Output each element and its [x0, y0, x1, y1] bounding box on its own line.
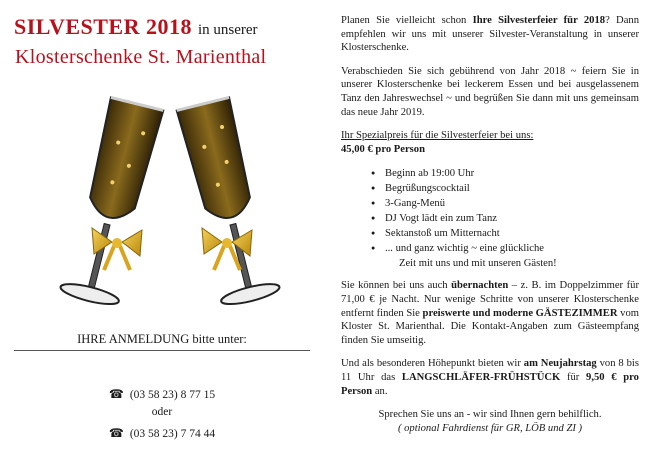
feature-list: [371, 166, 639, 271]
registration-title: IHRE ANMELDUNG bitte unter:: [77, 332, 247, 346]
overnight-emphasis: übernachten: [451, 280, 509, 292]
price: 45,00 € pro Person: [341, 143, 425, 155]
overnight-text-3: vom Kloster St. Marienthal. Die Kontakt-Angaben zum Gästeempfang finden Sie umseitig.: [341, 307, 639, 346]
intro-paragraph: [341, 14, 639, 55]
list-item: ● 3-Gang-Menü: [371, 196, 639, 211]
phone-number-2: (03 58 23) 7 74 44: [129, 428, 216, 440]
phone-line-1: [14, 387, 310, 402]
list-item-continuation: Zeit mit uns und mit unseren Gästen!: [399, 258, 557, 270]
champagne-glasses-illustration: [40, 92, 300, 332]
list-item: ● Begrüßungscocktail: [371, 181, 639, 196]
venue-title: Klosterschenke St. Marienthal: [15, 46, 267, 68]
list-item: ● DJ Vogt lädt ein zum Tanz: [371, 211, 639, 226]
newyear-text-3: für: [560, 371, 587, 383]
list-item: ● Sektanstoß um Mitternacht: [371, 226, 639, 241]
phone-line-2: [14, 426, 310, 441]
list-item: [371, 241, 639, 271]
newyear-text: Und als besonderen Höhepunkt bieten wir: [341, 358, 524, 370]
right-glass: [174, 97, 281, 308]
right-column: [341, 14, 639, 435]
rooms-emphasis: preiswerte und moderne GÄSTEZIMMER: [422, 307, 618, 319]
special-heading: Ihr Spezialpreis für die Silvesterfeier bei uns:: [341, 130, 534, 142]
breakfast-price: 9,50 € pro Person: [341, 371, 639, 397]
page-title: [14, 14, 258, 40]
title-suffix: in unserer: [197, 22, 258, 38]
overnight-text-2: – z. B. im Doppelzimmer für 71,00 € je Nacht. Nur wenige Schritte von unserer Klosterschenke entfernt finden Sie: [341, 280, 639, 319]
farewell-paragraph: Verabschieden Sie sich gebührend von Jahr 2018 ~ feiern Sie in unserer Klosterschenke bei leckerem Essen und bei ausgelassenem Tanz den Jahreswechsel ~ und begrüßen Sie dann mit uns gemeinsam das neue Jahr 2019.: [341, 65, 639, 118]
newyear-day: am Neujahrstag: [523, 358, 597, 370]
breakfast-name: LANGSCHLÄFER-FRÜHSTÜCK: [401, 371, 561, 383]
newyear-text-4: an.: [372, 385, 388, 397]
divider: [14, 350, 310, 351]
list-item-text: ... und ganz wichtig ~ eine glückliche: [385, 243, 544, 255]
intro-text-2: ? Dann empfehlen wir uns mit unserer Silvester-Veranstaltung in unserer Klosterschenke.: [341, 15, 639, 54]
overnight-text: Sie können bei uns auch: [341, 280, 452, 292]
special-offer: [341, 129, 639, 271]
closing-note: ( optional Fahrdienst für GR, LÖB und ZI ): [397, 422, 583, 434]
list-item: ● Beginn ab 19:00 Uhr: [371, 166, 639, 181]
closing-line: Sprechen Sie uns an - wir sind Ihnen gern behilflich.: [378, 409, 602, 421]
telephone-icon: ☎: [108, 387, 124, 401]
intro-text: Planen Sie vielleicht schon: [341, 15, 473, 26]
newyear-text-2: von 8 bis 11 Uhr das: [341, 358, 639, 383]
newyear-paragraph: [341, 357, 639, 398]
intro-emphasis: Ihre Silvesterfeier für 2018: [472, 15, 606, 26]
title-main: SILVESTER 2018: [14, 14, 192, 39]
overnight-paragraph: [341, 279, 639, 347]
phone-number-1: (03 58 23) 8 77 15: [129, 389, 216, 401]
left-glass: [59, 97, 166, 308]
or-label: oder: [151, 406, 173, 418]
telephone-icon: ☎: [108, 426, 124, 440]
